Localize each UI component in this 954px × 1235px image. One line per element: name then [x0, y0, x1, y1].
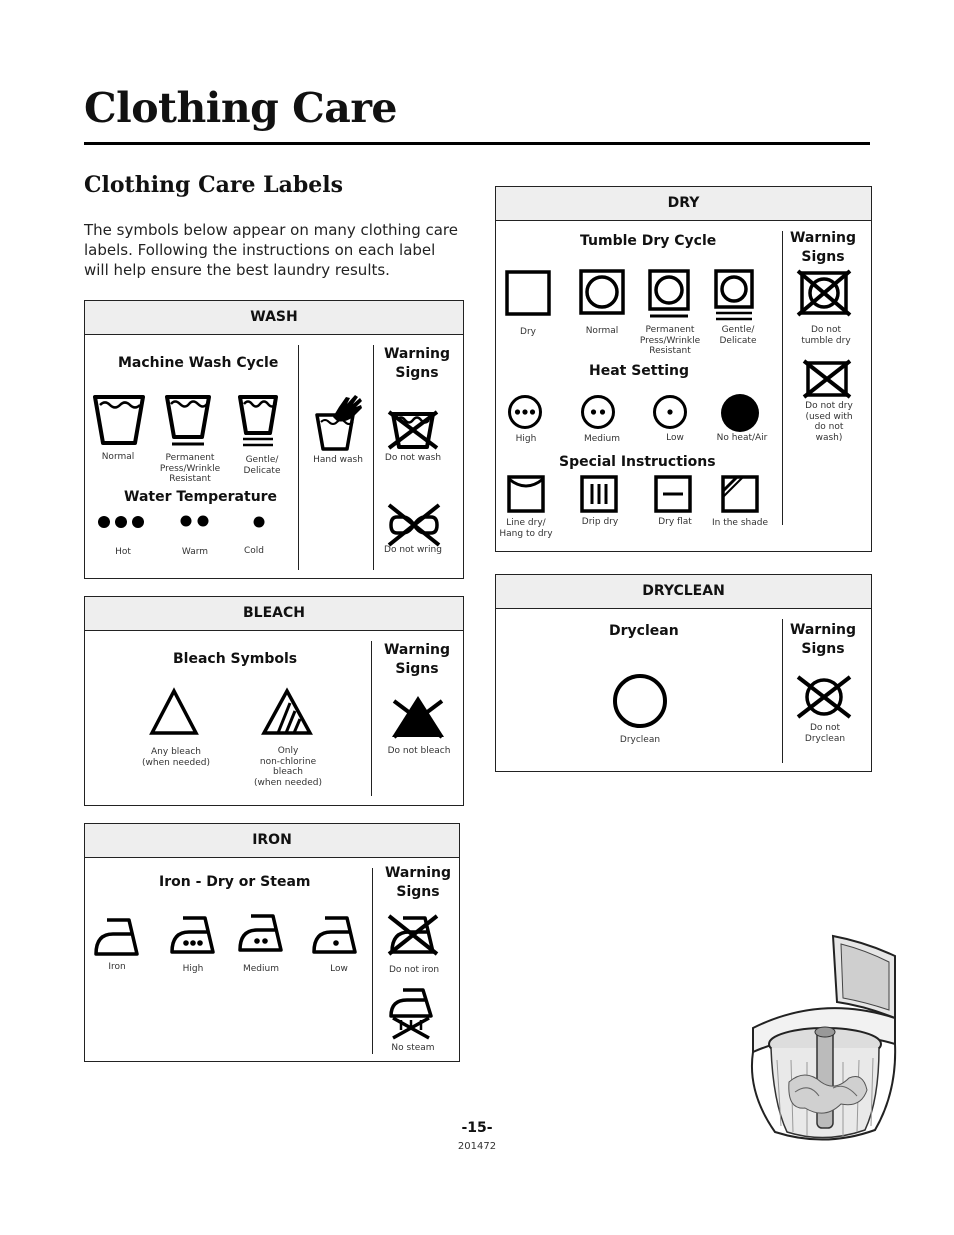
tumble-gentle-icon	[714, 269, 754, 323]
dryclean-label: Dryclean	[619, 735, 661, 745]
intro-paragraph: The symbols below appear on many clothing care labels. Following the instructions on each label will help ensure the best laundry results.	[84, 221, 458, 279]
dry-in-shade-icon	[721, 475, 759, 513]
water-hot-icon	[97, 514, 147, 530]
bleach-symbols-heading: Bleach Symbols	[173, 651, 298, 667]
wash-permanent-press-label: Permanent Press/Wrinkle Resistant	[159, 453, 221, 484]
do-not-dry-label: Do not dry (used with do not wash)	[805, 401, 853, 443]
iron-low-label: Low	[330, 964, 348, 974]
heat-setting-heading: Heat Setting	[589, 363, 689, 379]
wash-gentle-icon	[236, 391, 280, 449]
iron-medium-label: Medium	[243, 964, 279, 974]
do-not-tumble-dry-label: Do not tumble dry	[801, 325, 851, 346]
iron-heading: Iron - Dry or Steam	[159, 874, 311, 890]
no-steam-label: No steam	[391, 1043, 435, 1053]
heat-low-label: Low	[666, 433, 684, 443]
dry-icon	[505, 270, 551, 316]
do-not-bleach-label: Do not bleach	[387, 746, 451, 756]
do-not-wring-icon	[385, 503, 443, 547]
do-not-tumble-dry-icon	[794, 269, 854, 317]
wash-header: WASH	[85, 301, 463, 335]
do-not-dry-icon	[802, 359, 852, 399]
wash-normal-icon	[91, 391, 147, 447]
water-warm-label: Warm	[181, 547, 209, 557]
wash-normal-label: Normal	[101, 452, 135, 462]
iron-low-icon	[311, 914, 361, 956]
dryclean-header: DRYCLEAN	[496, 575, 871, 609]
iron-panel	[84, 823, 460, 1062]
tumble-gentle-label: Gentle/ Delicate	[719, 325, 757, 346]
bleach-panel	[84, 596, 464, 806]
do-not-wash-icon	[385, 409, 441, 451]
iron-label: Iron	[108, 962, 126, 972]
tumble-dry-cycle-heading: Tumble Dry Cycle	[580, 233, 717, 249]
section-subtitle: Clothing Care Labels	[84, 172, 343, 198]
line-dry-icon	[507, 475, 545, 513]
dry-panel	[495, 186, 872, 552]
heat-low-icon	[652, 394, 688, 430]
do-not-wring-label: Do not wring	[384, 545, 442, 555]
iron-icon	[93, 916, 143, 958]
warning-signs-heading: Warning Signs	[789, 622, 857, 657]
page-title: Clothing Care	[84, 84, 398, 132]
divider	[782, 619, 783, 763]
water-hot-label: Hot	[115, 547, 131, 557]
divider	[372, 868, 373, 1054]
do-not-dryclean-icon	[794, 675, 854, 719]
hand-wash-label: Hand wash	[313, 455, 363, 465]
tumble-permanent-press-icon	[648, 269, 690, 321]
special-instructions-heading: Special Instructions	[559, 454, 716, 470]
no-heat-label: No heat/Air	[716, 433, 768, 443]
wash-permanent-press-icon	[163, 391, 213, 447]
dryclean-heading: Dryclean	[609, 623, 679, 639]
divider	[782, 231, 783, 525]
heat-high-icon	[507, 394, 543, 430]
water-cold-label: Cold	[243, 546, 264, 556]
dryclean-panel	[495, 574, 872, 772]
any-bleach-icon	[148, 687, 200, 737]
water-warm-icon	[179, 514, 211, 528]
non-chlorine-bleach-label: Only non-chlorine bleach (when needed)	[254, 746, 322, 788]
iron-medium-icon	[237, 912, 287, 954]
drip-dry-icon	[580, 475, 618, 513]
iron-high-icon	[169, 914, 219, 956]
dry-flat-icon	[654, 475, 692, 513]
wash-gentle-label: Gentle/ Delicate	[243, 455, 281, 476]
do-not-dryclean-label: Do not Dryclean	[804, 723, 846, 744]
drip-dry-label: Drip dry	[581, 517, 619, 527]
divider	[371, 641, 372, 796]
divider	[298, 345, 299, 570]
no-heat-icon	[720, 393, 760, 433]
no-steam-icon	[385, 986, 437, 1040]
do-not-iron-icon	[385, 912, 441, 958]
do-not-wash-label: Do not wash	[384, 453, 442, 463]
heat-high-label: High	[515, 434, 537, 444]
do-not-iron-label: Do not iron	[388, 965, 440, 975]
heat-medium-label: Medium	[584, 434, 620, 444]
tumble-normal-label: Normal	[585, 326, 619, 336]
dry-header: DRY	[496, 187, 871, 221]
wash-panel	[84, 300, 464, 579]
document-number: 201472	[457, 1141, 497, 1152]
warning-signs-heading: Warning Signs	[789, 230, 857, 265]
dry-in-shade-label: In the shade	[711, 518, 768, 528]
tumble-permanent-press-label: Permanent Press/Wrinkle Resistant	[639, 325, 701, 356]
warning-signs-heading: Warning Signs	[383, 642, 451, 677]
iron-header: IRON	[85, 824, 459, 858]
water-cold-icon	[252, 515, 266, 529]
warning-signs-heading: Warning Signs	[383, 346, 451, 381]
water-temperature-heading: Water Temperature	[124, 489, 278, 505]
divider	[373, 345, 374, 570]
line-dry-label: Line dry/ Hang to dry	[499, 518, 553, 539]
non-chlorine-bleach-icon	[260, 687, 314, 737]
iron-high-label: High	[182, 964, 204, 974]
hand-wash-icon	[313, 393, 363, 451]
do-not-bleach-icon	[388, 693, 448, 739]
machine-wash-cycle-heading: Machine Wash Cycle	[118, 355, 279, 371]
dryclean-icon	[612, 673, 668, 729]
tumble-normal-icon	[579, 269, 625, 315]
washer-illustration	[745, 932, 901, 1148]
warning-signs-heading: Warning Signs	[384, 865, 452, 900]
bleach-header: BLEACH	[85, 597, 463, 631]
title-rule	[84, 142, 870, 145]
any-bleach-label: Any bleach (when needed)	[142, 747, 210, 768]
heat-medium-icon	[580, 394, 616, 430]
dry-label: Dry	[520, 327, 536, 337]
dry-flat-label: Dry flat	[658, 517, 692, 527]
page-number: -15-	[461, 1120, 493, 1136]
